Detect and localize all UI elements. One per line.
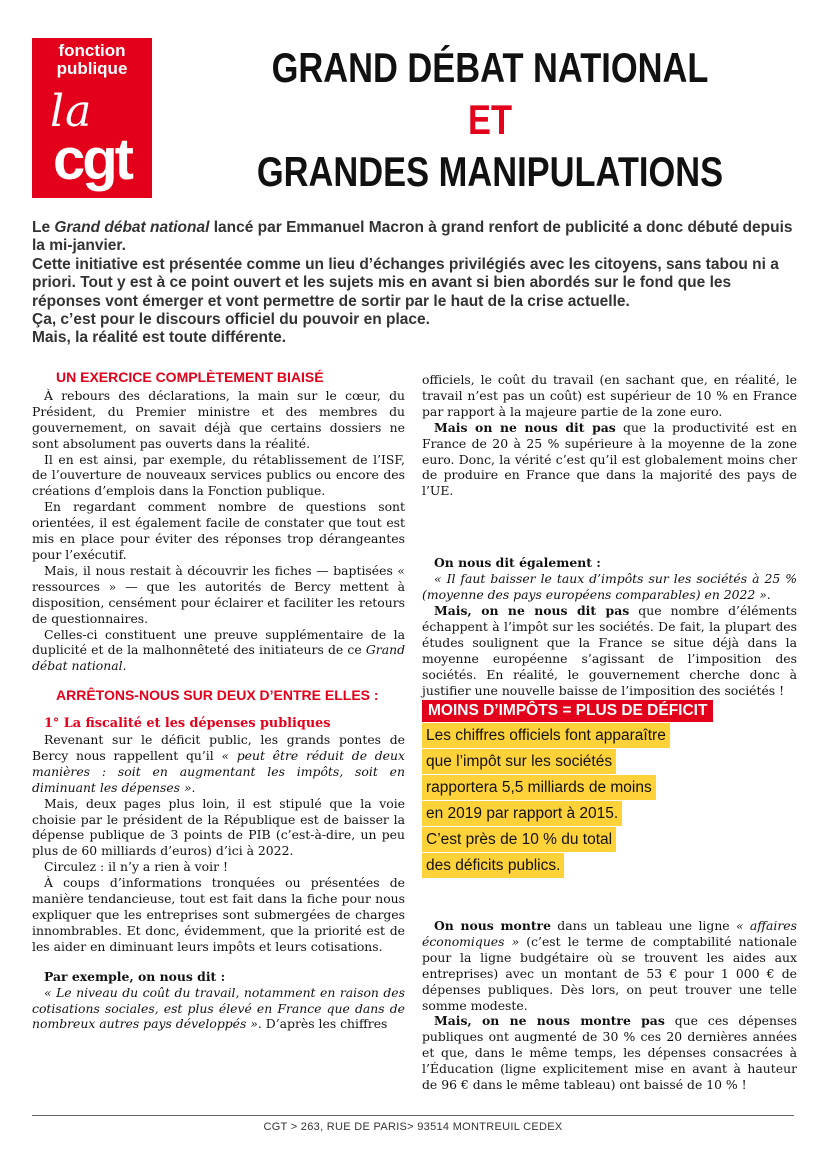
footer-address: CGT > 263, RUE DE PARIS> 93514 MONTREUIL CEDEX <box>263 1121 563 1133</box>
highlight-line: Les chiffres officiels font apparaître <box>422 723 670 748</box>
left-p11 <box>32 985 405 1033</box>
left-p6-b: . <box>191 779 196 795</box>
highlight-line: en 2019 par rapport à 2015. <box>422 801 622 826</box>
right-p6-b: On nous montre <box>434 918 551 933</box>
left-p11-em: « Le niveau du coût du travail, notamment en raison des cotisations sociales, est plus élevé en France que dans de nombreux autres pays développés » <box>32 984 405 1032</box>
left-p1: À rebours des déclarations, la main sur le cœur, du Président, du Premier ministre et des membres du gouvernement, on savait déjà que certains dossiers ne sont absolument pas ouverts dans la réalité. <box>32 387 405 451</box>
intro-p2: Cette initiative est présentée comme un lieu d’échanges privilégiés avec les citoyens, sans tabou ni a priori. Tout y est à ce point ouvert et les sujets mis en avant si bien abordés sur le fond que les réponses vont émerger et vont permettre de sortir par le haut de la crise actuelle. <box>32 255 779 310</box>
right-p7-a: que ces dépenses publiques ont augmenté de 30 % ces 20 dernières années et que, dans le même temps, les dépenses consacrées à l’Éducation (ligne explicitement mise en avant à hauteur de 96 € dans le même tableau) ont baissé de 10 % ! <box>422 1013 797 1093</box>
left-p4: Mais, il nous restait à découvrir les fiches — baptisées « ressources » — que les autorités de Bercy mettent à disposition, censément pour éclairer et faciliter les retours de questionnaires. <box>32 562 405 626</box>
left-p11-a: . D’après les chiffres <box>257 1016 388 1032</box>
right-p4-em: « Il faut baisser le taux d’impôts sur les sociétés à 25 % (moyenne des pays européens comparables) en 2022 ». <box>422 571 797 603</box>
logo-cgt: cgt <box>53 127 131 192</box>
right-p5-a: que nombre d’éléments échappent à l’impôt sur les sociétés. De fait, la plupart des études soulignent que la France se situe déjà dans la moyenne européenne s’agissant de l’imposition des sociétés. En réalité, le gouvernement cherche donc à justifier une nouvelle baisse de l’imposition des sociétés ! <box>422 602 797 698</box>
intro-p1-a: Le <box>32 219 55 236</box>
right-p2 <box>422 420 797 500</box>
left-p6-a: Revenant sur le déficit public, les grands pontes de Bercy nous rappellent qu’il <box>32 732 405 763</box>
right-p1: officiels, le coût du travail (en sachant que, en réalité, le travail n’est pas un coût) est supérieur de 10 % en France par rapport à la majeure partie de la zone euro. <box>422 372 797 419</box>
right-p3-b: On nous dit également : <box>434 555 601 571</box>
logo-la: la <box>50 86 93 137</box>
right-p3 <box>422 555 797 571</box>
left-p6-em: « peut être réduit de deux manières : soit en augmentant les impôts, soit en diminuant les dépenses » <box>32 747 405 795</box>
cgt-logo <box>32 38 152 198</box>
left-p8: Circulez : il n’y a rien à voir ! <box>44 859 228 875</box>
spacer <box>422 499 797 555</box>
right-p7 <box>422 1013 797 1093</box>
right-p7-b: Mais, on ne nous montre pas <box>434 1013 665 1029</box>
subheading-fiscalite: 1° La fiscalité et les dépenses publiques <box>44 716 331 732</box>
left-p6 <box>32 732 405 796</box>
left-p9: À coups d’informations tronquées ou présentées de manière tendancieuse, tout est fait dans la fiche pour nous expliquer que les entreprises sont submergées de charges innombrables. Et donc, évidemment, que la priorité est de les aider en diminuant leurs impôts et leurs cotisations. <box>32 875 405 954</box>
title-line-2: ET <box>467 96 512 143</box>
footer-divider <box>32 1115 794 1116</box>
logo-text <box>32 42 152 78</box>
intro-p1-em: Grand débat national <box>54 219 210 236</box>
logo-line-fonction: fonction <box>58 41 126 60</box>
left-p10-b: Par exemple, on nous dit : <box>44 968 226 984</box>
title-line-1: GRAND DÉBAT NATIONAL <box>271 44 709 91</box>
intro-p3: Ça, c’est pour le discours officiel du pouvoir en place. <box>32 311 430 329</box>
right-p5-b: Mais, on ne nous dit pas <box>434 602 630 618</box>
left-column <box>32 370 405 1032</box>
right-column <box>422 372 797 698</box>
highlight-box-title: MOINS D’IMPÔTS = PLUS DE DÉFICIT <box>422 700 713 722</box>
right-p5 <box>422 603 797 698</box>
highlight-line: C’est près de 10 % du total <box>422 827 616 852</box>
section-heading-arretons: ARRÊTONS-NOUS SUR DEUX D’ENTRE ELLES : <box>56 687 379 704</box>
intro-p1 <box>32 219 794 256</box>
left-p10 <box>32 969 405 985</box>
right-p4 <box>422 571 797 603</box>
right-p6 <box>422 918 797 1013</box>
highlight-line: rapportera 5,5 milliards de moins <box>422 775 656 800</box>
intro <box>32 219 794 348</box>
right-p6-em: « affaires économiques » <box>422 918 797 949</box>
left-p2: Il en est ainsi, par exemple, du rétablissement de l’ISF, de l’ouverture de nouveaux services publics ou encore des créations d’emplois dans la Fonction publique. <box>32 451 405 499</box>
right-p2-a: que la productivité est en France de 20 à 25 % supérieure à la moyenne de la zone euro. Donc, la vérité c’est qu’il est globalement moins cher de produire en France que dans la majorité des pays de l’UE. <box>422 419 797 499</box>
right-p6-c: (c’est le terme de comptabilité nationale pour la ligne budgétaire où se trouvent les aides aux entreprises) avec un montant de 53 € pour 1 000 € de dépenses publiques. Dès lors, on peut trouver une telle somme modeste. <box>422 933 797 1013</box>
spacer <box>32 706 405 716</box>
section-heading-exercice: UN EXERCICE COMPLÈTEMENT BIAISÉ <box>56 369 324 385</box>
highlight-box <box>422 700 713 878</box>
intro-p1-b: lancé par Emmanuel Macron à grand renfort de publicité a donc débuté depuis la mi-janvier. <box>32 219 793 255</box>
title-line-3: GRANDES MANIPULATIONS <box>256 148 724 195</box>
left-p5 <box>32 627 405 675</box>
intro-p4: Mais, la réalité est toute différente. <box>32 329 287 347</box>
left-p5-a: Celles-ci constituent une preuve supplémentaire de la duplicité et de la malhonnêteté des initiateurs de ce <box>32 626 405 658</box>
right-column-bottom <box>422 918 797 1093</box>
spacer <box>32 955 405 969</box>
left-p5-b: . <box>122 658 127 674</box>
left-p3: En regardant comment nombre de questions sont orientées, il est également facile de constater que tout est mis en place pour éviter des réponses trop dérangeantes pour l’exécutif. <box>32 499 405 562</box>
left-p7: Mais, deux pages plus loin, il est stipulé que la voie choisie par le président de la République est de baisser la dépense publique de 3 points de PIB (c’est-à-dire, un peu plus de 60 milliards d’euros) d’ici à 2022. <box>32 795 405 859</box>
right-p6-a: dans un tableau une ligne <box>550 918 736 933</box>
highlight-line: que l’impôt sur les sociétés <box>422 749 616 774</box>
logo-line-publique: publique <box>56 59 128 78</box>
right-p2-b: Mais on ne nous dit pas <box>434 419 616 435</box>
highlight-line: des déficits publics. <box>422 853 564 878</box>
left-p5-em: Grand débat national <box>32 642 405 674</box>
